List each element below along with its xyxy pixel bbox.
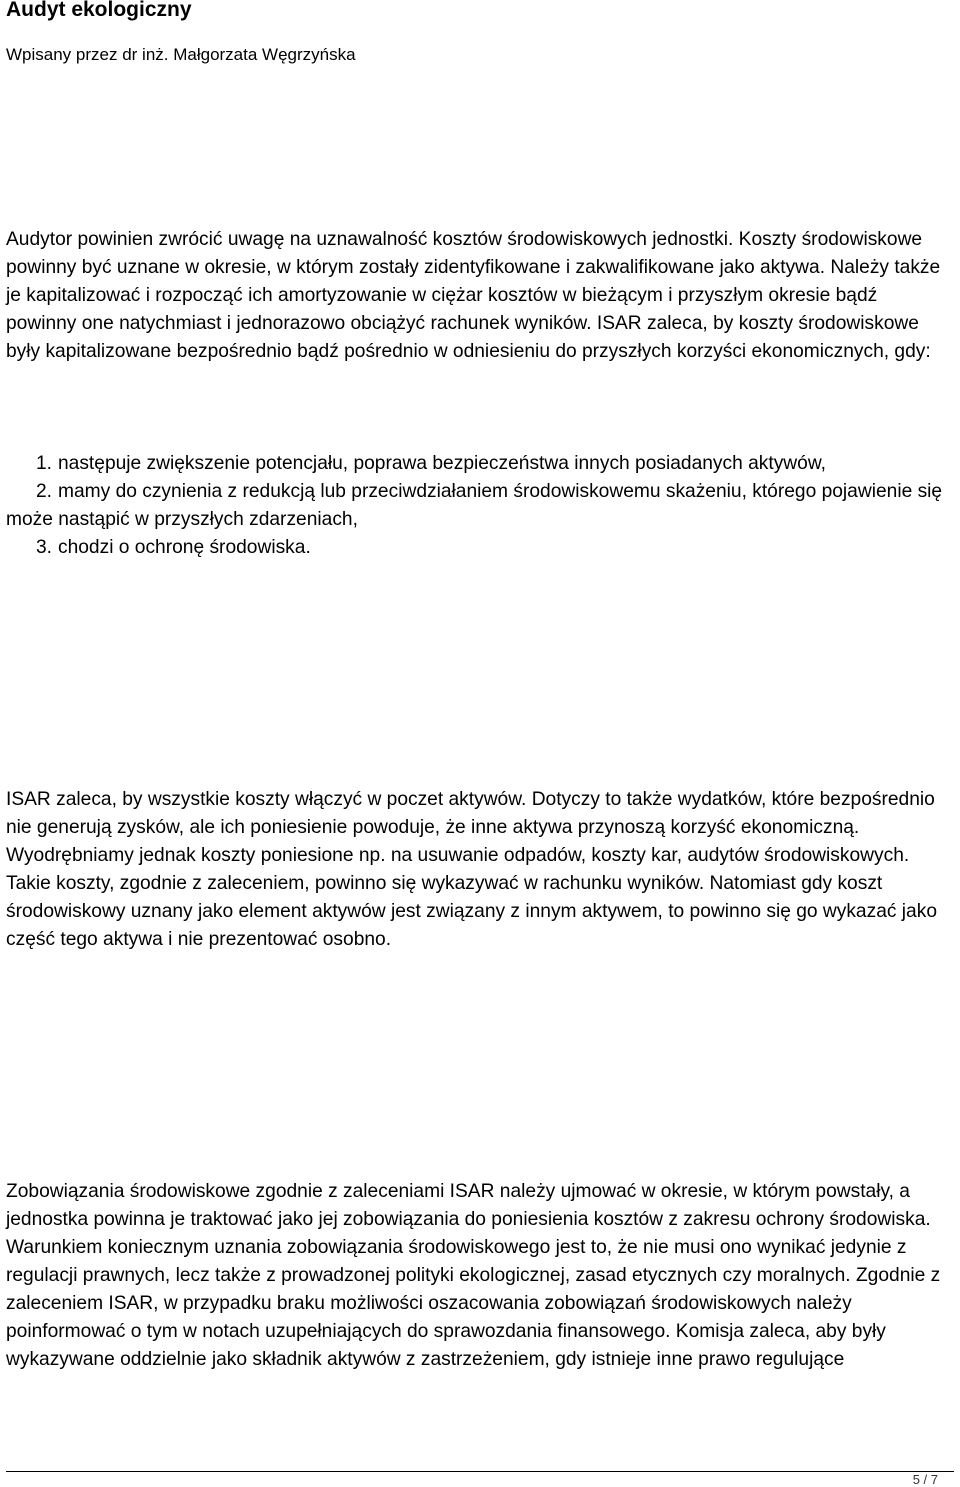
list-item-text: mamy do czynienia z redukcją lub przeciwdziałaniem środowiskowemu skażeniu, którego pojawienie się może nastąpić w przyszłych zdarzeniach, bbox=[6, 481, 943, 530]
list-item-number: 1. bbox=[36, 453, 53, 474]
page-number: 5 / 7 bbox=[912, 1472, 938, 1487]
paragraph-liabilities: Zobowiązania środowiskowe zgodnie z zaleceniami ISAR należy ujmować w okresie, w którym powstały, a jednostka powinna je traktować jako jej zobowiązania do poniesienia kosztów z zakresu ochrony środowiska. Warunkiem koniecznym uznania zobowiązania środowiskowego jest to, że nie musi ono wynikać jedynie z regulacji prawnych, lecz także z prowadzonej polityki ekologicznej, zasad etycznych czy moralnych. Zgodnie z zaleceniem ISAR, w przypadku braku możliwości oszacowania zobowiązań środowiskowych należy poinformować o tym w notach uzupełniających do sprawozdania finansowego. Komisja zaleca, aby były wykazywane oddzielnie jako składnik aktywów z zastrzeżeniem, gdy istnieje inne prawo regulujące bbox=[6, 1181, 941, 1370]
list-item bbox=[6, 534, 950, 562]
paragraph-asset-costs: ISAR zaleca, by wszystkie koszty włączyć w poczet aktywów. Dotyczy to także wydatków, które bezpośrednio nie generują zysków, ale ich poniesienie powoduje, że inne aktywa przynoszą korzyść ekonomiczną. Wyodrębniamy jednak koszty poniesione np. na usuwanie odpadów, koszty kar, audytów środowiskowych. Takie koszty, zgodnie z zaleceniem, powinno się wykazywać w rachunku wyników. Natomiast gdy koszt środowiskowy uznany jako element aktywów jest związany z innym aktywem, to powinno się go wykazać jako część tego aktywa i nie prezentować osobno. bbox=[6, 789, 937, 950]
list-item-number: 3. bbox=[36, 537, 53, 558]
document-title: Audyt ekologiczny bbox=[6, 0, 192, 21]
footer-divider bbox=[6, 1471, 954, 1472]
conditions-list bbox=[6, 450, 950, 562]
author-byline: Wpisany przez dr inż. Małgorzata Węgrzyńska bbox=[6, 45, 356, 64]
list-item bbox=[6, 478, 950, 534]
list-item-text: chodzi o ochronę środowiska. bbox=[58, 537, 311, 558]
list-item-text: następuje zwiększenie potencjału, poprawa bezpieczeństwa innych posiadanych aktywów, bbox=[58, 453, 826, 474]
list-item bbox=[6, 450, 950, 478]
list-item-number: 2. bbox=[36, 481, 53, 502]
paragraph-capitalization: Audytor powinien zwrócić uwagę na uznawalność kosztów środowiskowych jednostki. Koszty środowiskowe powinny być uznane w okresie, w którym zostały zidentyfikowane i zakwalifikowane jako aktywa. Należy także je kapitalizować i rozpocząć ich amortyzowanie w ciężar kosztów w bieżącym i przyszłym okresie bądź powinny one natychmiast i jednorazowo obciążyć rachunek wyników. ISAR zaleca, by koszty środowiskowe były kapitalizowane bezpośrednio bądź pośrednio w odniesieniu do przyszłych korzyści ekonomicznych, gdy: bbox=[6, 229, 941, 362]
